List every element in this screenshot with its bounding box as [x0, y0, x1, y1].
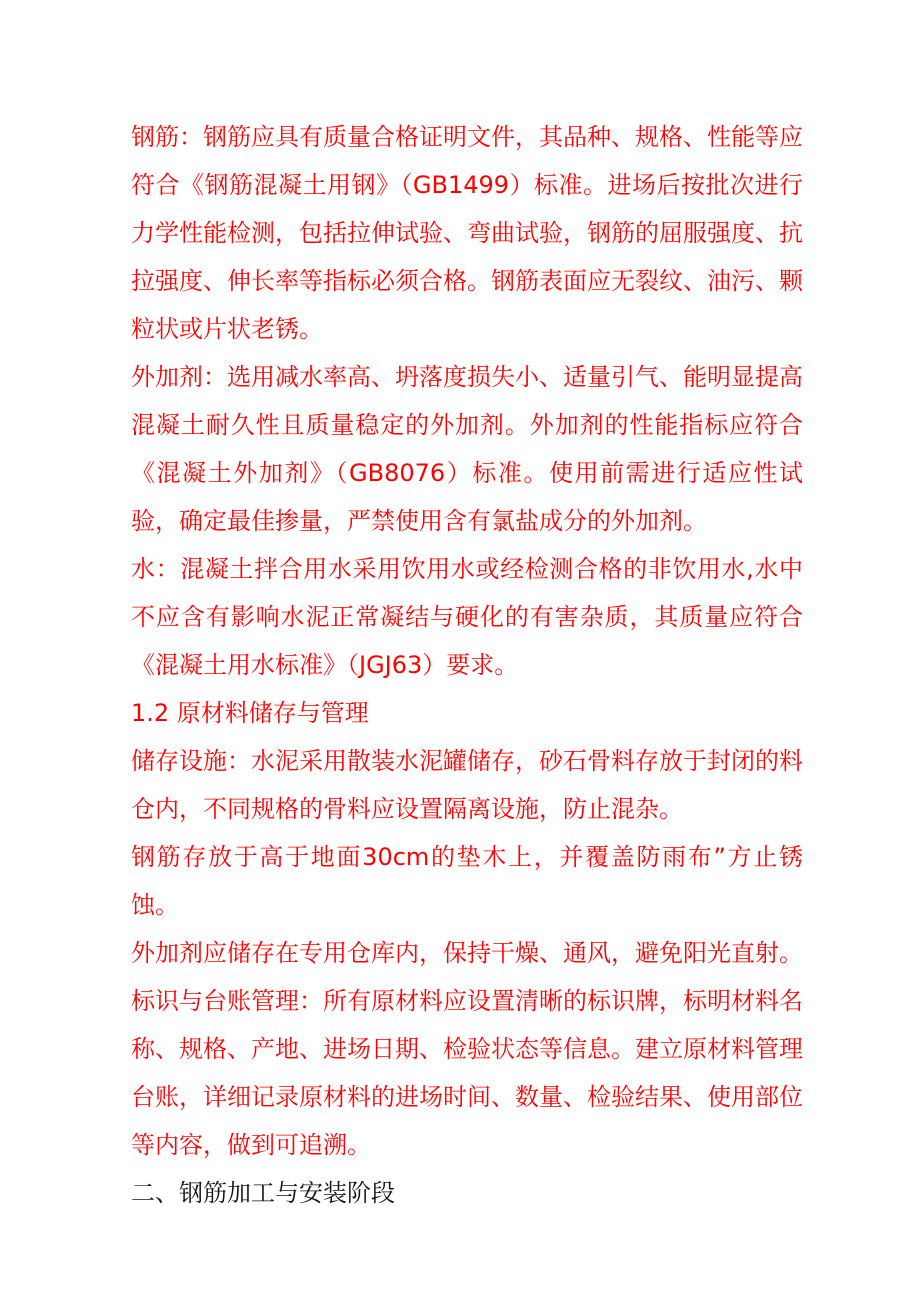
document-body — [131, 113, 803, 1217]
paragraph-admixture-storage: 外加剂应储存在专用仓库内，保持干燥、通风，避免阳光直射。 — [131, 939, 803, 967]
paragraph-rebar-requirements: 钢筋：钢筋应具有质量合格证明文件，其品种、规格、性能等应符合《钢筋混凝土用钢》（GB1499）标准。进场后按批次进行力学性能检测，包括拉伸试验、弯曲试验，钢筋的屈服强度、抗拉强度、伸长率等指标必须合格。钢筋表面应无裂纹、油污、颗粒状或片状老锈。 — [131, 123, 803, 343]
paragraph-rebar-storage: 钢筋存放于高于地面30cm的垫木上，并覆盖防雨布”方止锈蚀。 — [131, 843, 803, 919]
paragraph-labeling-ledger: 标识与台账管理：所有原材料应设置清晰的标识牌，标明材料名称、规格、产地、进场日期、检验状态等信息。建立原材料管理台账，详细记录原材料的进场时间、数量、检验结果、使用部位等内容，做到可追溯。 — [131, 987, 803, 1159]
paragraph-storage-facilities: 储存设施：水泥采用散装水泥罐储存，砂石骨料存放于封闭的料仓内，不同规格的骨料应设置隔离设施，防止混杂。 — [131, 747, 803, 823]
section-heading-storage: 1.2 原材料储存与管理 — [131, 699, 369, 727]
section-heading-rebar-processing: 二、钢筋加工与安装阶段 — [131, 1179, 395, 1207]
paragraph-admixture-requirements: 外加剂：选用减水率高、坍落度损失小、适量引气、能明显提高混凝土耐久性且质量稳定的外加剂。外加剂的性能指标应符合《混凝土外加剂》（GB8076）标准。使用前需进行适应性试验，确定最佳掺量，严禁使用含有氯盐成分的外加剂。 — [131, 363, 803, 535]
paragraph-water-requirements: 水：混凝土拌合用水采用饮用水或经检测合格的非饮用水,水中不应含有影响水泥正常凝结与硬化的有害杂质，其质量应符合《混凝土用水标准》（JGJ63）要求。 — [131, 555, 803, 679]
